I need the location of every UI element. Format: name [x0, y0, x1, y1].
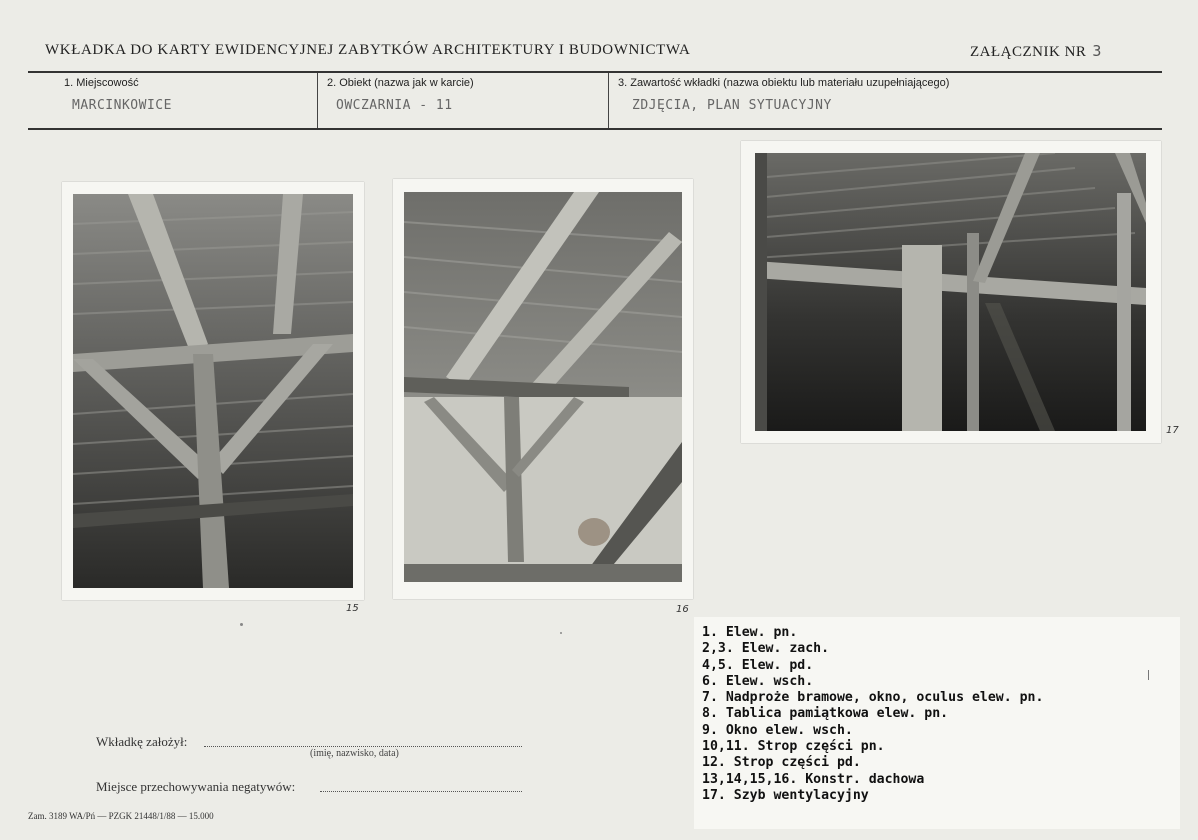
field-value-contents: ZDJĘCIA, PLAN SYTUACYJNY: [632, 98, 832, 113]
legend-item: 4,5. Elew. pd.: [702, 657, 814, 673]
negatives-location-field: [320, 791, 522, 792]
photo-16-number: 16: [676, 604, 689, 615]
legend-item: 13,14,15,16. Konstr. dachowa: [702, 771, 925, 787]
print-footer: Zam. 3189 WA/Pń — PZGK 21448/1/88 — 15.000: [28, 811, 214, 821]
photo-15-number: 15: [346, 603, 359, 614]
photo-16-image: [404, 192, 682, 582]
photo-legend-list: [702, 625, 1043, 804]
legend-item: 2,3. Elew. zach.: [702, 641, 830, 657]
card-mark: [1148, 670, 1149, 680]
legend-item: 8. Tablica pamiątkowa elew. pn.: [702, 706, 949, 722]
header-rule-bottom: [28, 128, 1162, 130]
document-title: WKŁADKA DO KARTY EWIDENCYJNEJ ZABYTKÓW ARCHITEKTURY I BUDOWNICTWA: [45, 42, 691, 58]
field-label-contents: 3. Zawartość wkładki (nazwa obiektu lub materiału uzupełniającego): [618, 77, 950, 89]
field-divider-1: [317, 73, 318, 128]
annex-number: 3: [1092, 42, 1102, 60]
annex-label-group: [970, 42, 1102, 61]
paper-speck: [560, 632, 562, 634]
legend-item: 12. Strop części pd.: [702, 755, 861, 771]
header-rule-top: [28, 71, 1162, 73]
field-label-object: 2. Obiekt (nazwa jak w karcie): [327, 77, 474, 89]
annex-label: ZAŁĄCZNIK NR: [970, 44, 1087, 60]
photo-17-image: [755, 153, 1146, 431]
field-label-locality: 1. Miejscowość: [64, 77, 139, 89]
field-divider-2: [608, 73, 609, 128]
legend-item: 6. Elew. wsch.: [702, 673, 814, 689]
paper-speck: [240, 623, 243, 626]
legend-item: 9. Okno elew. wsch.: [702, 722, 853, 738]
photo-15: [62, 182, 364, 600]
legend-item: 10,11. Strop części pn.: [702, 739, 885, 755]
field-value-object: OWCZARNIA - 11: [336, 98, 453, 113]
negatives-location-label: Miejsce przechowywania negatywów:: [96, 779, 296, 794]
photo-17-number: 17: [1166, 425, 1179, 436]
photo-17: [741, 141, 1161, 443]
created-by-field: [204, 746, 522, 747]
legend-item: 7. Nadproże bramowe, okno, oculus elew. pn.: [702, 690, 1044, 706]
legend-item: 1. Elew. pn.: [702, 625, 798, 640]
photo-15-image: [73, 194, 353, 588]
created-by-label: Wkładkę założył:: [96, 734, 188, 749]
legend-item: 17. Szyb wentylacyjny: [702, 787, 869, 803]
created-by-hint: (imię, nazwisko, data): [310, 748, 399, 759]
field-value-locality: MARCINKOWICE: [72, 98, 172, 113]
photo-16: [393, 179, 693, 599]
